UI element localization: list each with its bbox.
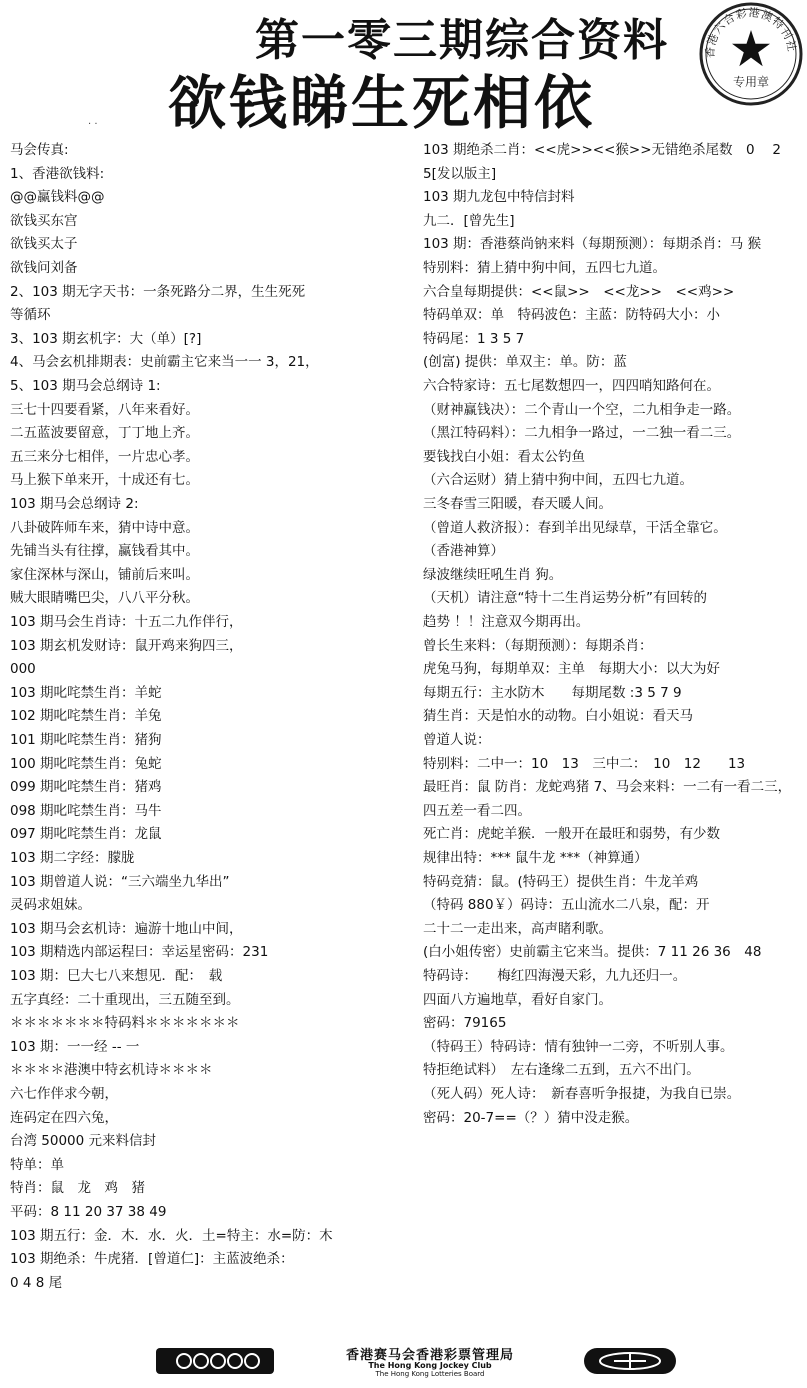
left-text-line: 1、香港欲钱料: (10, 165, 105, 182)
right-text-line: 特码尾：1 3 5 7 (423, 330, 525, 347)
left-text-line: 马上猴下单来开，十成还有七。 (10, 472, 199, 489)
left-text-line: 000 (10, 661, 36, 678)
left-text-line: 台湾 50000 元来料信封 (10, 1133, 157, 1150)
left-text-line: 103 期：巳大七八来想见．配： 载 (10, 968, 223, 984)
left-text-line: 2、103 期无字天书：一条死路分二界，生生死死 (10, 283, 306, 300)
footer (0, 1340, 807, 1380)
right-text-line: 密码：20-7==（？）猜中没走猴。 (423, 1109, 639, 1126)
right-text-line: 103 期：香港蔡尚钠来料（每期预测）：每期杀肖：马 猴 (423, 236, 762, 253)
right-text-line: (白小姐传密）史前霸主它来当。提供：7 11 26 36 48 (423, 944, 762, 961)
lotteries-board-logo-icon (584, 1348, 676, 1374)
left-text-line: 103 期精选内部运程曰：幸运星密码：231 (10, 944, 269, 961)
right-text-line: （财神赢钱决）：二个青山一个空，二九相争走一路。 (423, 401, 741, 418)
right-text-line: 绿波继续旺吼生肖 狗。 (423, 566, 563, 583)
left-text-line: 0 4 8 尾 (10, 1274, 63, 1291)
left-text-line: 平码：8 11 20 37 38 49 (10, 1204, 167, 1220)
footer-org-en2: The Hong Kong Lotteries Board (375, 1370, 485, 1378)
footer-org-en1: The Hong Kong Jockey Club (368, 1361, 492, 1370)
left-text-line: 103 期五行：金．木．水．火．土=特主：水=防：木 (10, 1227, 333, 1244)
left-text-line: 家住深林与深山，铺前后来叫。 (10, 566, 199, 583)
left-text-line: 5、103 期马会总纲诗 1: (10, 378, 161, 394)
right-text-line: 密码：79165 (423, 1015, 507, 1032)
right-text-line: （死人码）死人诗： 新春喜听争报捷，为我自已崇。 (423, 1086, 741, 1102)
left-text-line: 八卦破阵师车来，猜中诗中意。 (10, 519, 199, 536)
left-text-line: 欲钱问刘备 (10, 260, 78, 276)
right-text-line: 曾道人说： (423, 732, 491, 748)
right-text-line: 特码单双：单 特码波色：主蓝：防特码大小：小 (423, 307, 720, 324)
left-text-line: 二五蓝波要留意，丁丁地上齐。 (10, 425, 199, 442)
right-text-line: （黑江特码料）：二九相争一路过，一二独一看二三。 (423, 425, 741, 442)
right-text-line: 规律出特：*** 鼠牛龙 ***（神算通） (423, 850, 648, 866)
left-text-line: 103 期马会玄机诗：遍游十地山中间， (10, 920, 243, 937)
right-text-line: 趋势 ！！注意双今期再出。 (423, 614, 590, 630)
right-text-line: 特别料：二中一：10 13 三中二： 10 12 13 (423, 755, 746, 772)
left-text-line: 马会传真: (10, 142, 69, 158)
left-text-line: ＊＊＊＊港澳中特玄机诗＊＊＊＊ (10, 1062, 213, 1079)
right-text-line: 死亡肖：虎蛇羊猴．一般开在最旺和弱势，有少数 (423, 826, 720, 843)
left-text-line: 100 期叱咤禁生肖：兔蛇 (10, 755, 162, 772)
left-text-line: 103 期二字经：朦胧 (10, 850, 135, 866)
right-text-line: 四面八方遍地草，看好自家门。 (423, 991, 612, 1008)
left-text-line: 等循环 (10, 307, 51, 324)
left-text-line: 103 期：一一经 -- 一 (10, 1038, 140, 1055)
left-text-line: @@赢钱料@@ (10, 189, 105, 206)
scan-dots: . . (88, 116, 98, 127)
right-text-line: 六合皇每期提供：<<鼠>> <<龙>> <<鸡>> (423, 283, 735, 300)
right-text-line: 六合特家诗：五七尾数想四一，四四哨知路何在。 (423, 378, 720, 394)
right-text-line: 特码诗： 梅红四海漫天彩，九九还归一。 (423, 968, 687, 984)
seal-stamp-icon (697, 0, 805, 108)
right-text-line: 最旺肖：鼠 防肖：龙蛇鸡猪 7、马会来料：一二有一看二三， (423, 779, 792, 796)
left-text-line: 五三来分七相伴，一片忠心孝。 (10, 448, 199, 465)
left-text-line: 灵码求姐妹。 (10, 897, 91, 914)
right-text-line: （特码王）特码诗：情有独钟一二旁，不听别人事。 (423, 1038, 734, 1055)
left-text-line: 连码定在四六兔， (10, 1109, 118, 1126)
footer-org-cn: 香港赛马会香港彩票管理局 (345, 1348, 514, 1363)
page-subtitle: 欲钱睇生死相依 (168, 69, 596, 137)
left-text-line: 六七作伴求今朝， (10, 1086, 118, 1102)
right-text-line: （天机）请注意“特十二生肖运势分析”有回转的 (423, 590, 707, 607)
left-text-line: 三七十四要看紧，八年来看好。 (10, 401, 199, 418)
left-text-line: 098 期叱咤禁生肖：马牛 (10, 802, 162, 819)
right-text-line: 特别料：猜上猜中狗中间，五四七九道。 (423, 260, 666, 276)
left-text-line: 先铺当头有往撑，赢钱看其中。 (10, 543, 199, 560)
left-text-line: 101 期叱咤禁生肖：猪狗 (10, 732, 162, 748)
seal-text: 香港六合彩港澳特刊社 (703, 6, 799, 59)
right-text-line: 要钱找白小姐：看太公钓鱼 (423, 448, 585, 465)
right-text-line: （香港神算） (423, 543, 504, 560)
right-text-line: 每期五行：主水防木 每期尾数 :3 5 7 9 (423, 684, 682, 701)
right-text-line: 103 期绝杀二肖：<<虎>><<猴>>无错绝杀尾数 0 2 (423, 142, 782, 158)
left-text-line: 103 期马会生肖诗：十五二九作伴行， (10, 614, 243, 630)
right-text-line: （六合运财）猜上猜中狗中间，五四七九道。 (423, 472, 693, 489)
page-title: 第一零三期综合资料 (255, 15, 669, 66)
left-text-line: 103 期玄机发财诗：鼠开鸡来狗四三， (10, 637, 243, 654)
left-text-line: 102 期叱咤禁生肖：羊兔 (10, 708, 162, 725)
left-text-line: 099 期叱咤禁生肖：猪鸡 (10, 779, 162, 796)
left-text-line: 103 期绝杀：牛虎猪．[曾道仁]：主蓝波绝杀： (10, 1251, 294, 1268)
right-text-line: 猜生肖：天是怕水的动物。白小姐说：看天马 (423, 708, 693, 725)
seal-label: 专用章 (732, 75, 770, 89)
right-text-line: 四五差一看二四。 (423, 802, 531, 819)
left-text-line: 欲钱买太子 (10, 236, 78, 253)
right-text-line: （特码 880￥）码诗：五山流水二八泉，配：开 (423, 897, 710, 914)
left-text-line: 五字真经：二十重现出，三五随至到。 (10, 991, 240, 1008)
left-text-line: 103 期曾道人说：“三六端坐九华出” (10, 873, 230, 890)
left-text-line: 贼大眼睛嘴巴尖，八八平分秋。 (10, 590, 199, 607)
right-text-line: 曾长生来料：（每期预测）：每期杀肖： (423, 637, 653, 654)
left-text-line: 103 期马会总纲诗 2: (10, 496, 139, 512)
right-text-line: (创富) 提供：单双主：单。防：蓝 (423, 354, 627, 371)
left-text-line: 4、马会玄机排期表：史前霸主它来当一一 3，21， (10, 354, 319, 371)
left-text-line: 特单：单 (10, 1156, 64, 1173)
hkjc-logo-icon (156, 1348, 274, 1374)
right-text-line: （曾道人救济报）：春到羊出见绿草，干活全靠它。 (423, 519, 727, 536)
right-text-line: 三冬春雪三阳暖，春天暖人间。 (423, 496, 612, 512)
left-text-line: 103 期叱咤禁生肖：羊蛇 (10, 684, 162, 701)
right-text-line: 特拒绝试料） 左右逢缘二五到，五六不出门。 (423, 1062, 700, 1079)
right-text-line: 虎兔马狗，每期单双：主单 每期大小：以大为好 (423, 661, 720, 678)
right-text-line: 特码竞猜：鼠。(特码王）提供生肖：牛龙羊鸡 (423, 873, 699, 890)
left-text-line: 特肖：鼠 龙 鸡 猪 (10, 1180, 145, 1197)
right-text-line: 九二．[曾先生] (423, 212, 515, 229)
right-text-line: 103 期九龙包中特信封料 (423, 189, 575, 206)
left-text-line: ＊＊＊＊＊＊＊特码料＊＊＊＊＊＊＊ (10, 1015, 240, 1032)
left-text-line: 3、103 期玄机字：大（单）[?] (10, 330, 202, 347)
right-text-line: 二十二一走出来，高声睹利歌。 (423, 920, 612, 937)
left-text-line: 097 期叱咤禁生肖：龙鼠 (10, 826, 162, 843)
right-text-line: 5[发以版主] (423, 165, 497, 182)
left-text-line: 欲钱买东宫 (10, 212, 78, 229)
